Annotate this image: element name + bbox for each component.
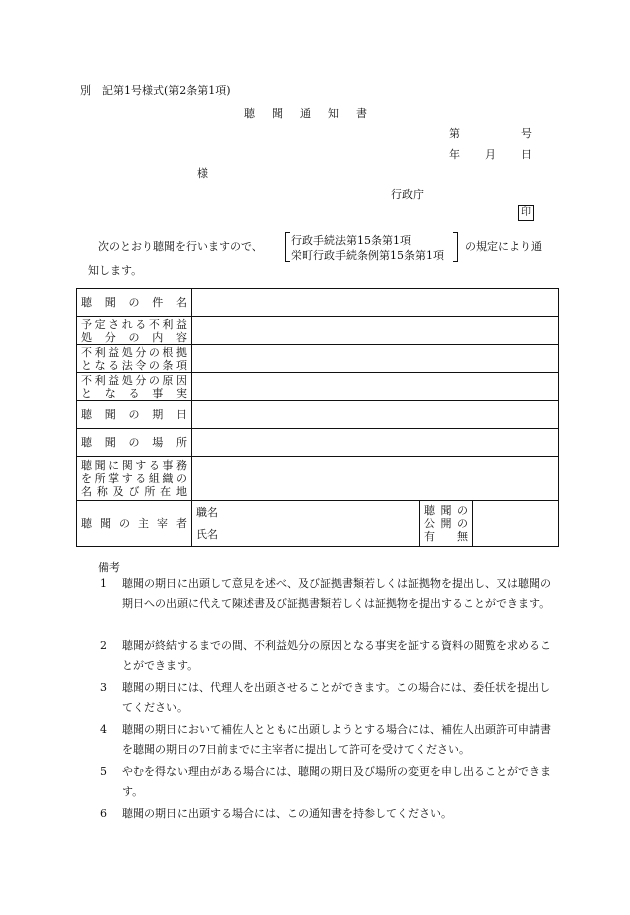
legal-basis-value[interactable] xyxy=(192,345,559,373)
table-row xyxy=(77,429,559,457)
note-number: 1 xyxy=(100,577,107,590)
label-line: 聴 聞 に 関 す る 事 務 xyxy=(81,459,187,472)
label-line: 名 称 及 び 所 在 地 xyxy=(81,485,187,498)
law-option-1: 行政手続法第15条第1項 xyxy=(291,234,411,247)
label-line: 予 定 さ れ る 不 利 益 xyxy=(81,317,187,331)
label-line: を 所 掌 す る 組 織 の xyxy=(81,472,187,485)
note-number: 5 xyxy=(100,765,107,778)
table-row xyxy=(77,457,559,501)
note-text: 聴聞が終結するまでの間、不利益処分の原因となる事実を証する資料の閲覧を求めることができます。 xyxy=(122,639,551,672)
note-text: 聴聞の期日には、代理人を出頭させることができます。この場合には、委任状を提出してください。 xyxy=(122,681,551,714)
date-month: 月 xyxy=(485,148,496,161)
table-row xyxy=(77,373,559,401)
law-bracket xyxy=(285,232,458,262)
hearing-place-value[interactable] xyxy=(192,429,559,457)
table-row xyxy=(77,317,559,345)
law-option-2: 栄町行政手続条例第15条第1項 xyxy=(291,249,444,262)
note-text: 聴聞の期日に出頭して意見を述べ、及び証拠書類若しくは証拠物を提出し、又は聴聞の期日への出頭に代えて陳述書及び証拠書類若しくは証拠物を提出することができます。 xyxy=(122,577,551,610)
document-title: 聴聞通知書 xyxy=(244,107,384,120)
label-line: 不 利 益 処 分 の 原 因 xyxy=(81,373,187,387)
presider-title-label: 職名 xyxy=(196,505,218,519)
date-year: 年 xyxy=(449,148,460,161)
number-prefix: 第 xyxy=(449,127,460,140)
row-label-legal-basis xyxy=(77,345,192,373)
hearing-table xyxy=(76,288,559,547)
label-line: と な る 事 実 xyxy=(81,386,187,400)
date-day: 日 xyxy=(521,148,532,161)
row-label-date xyxy=(77,401,192,429)
label-line: と な る 法 令 の 条 項 xyxy=(81,358,187,372)
table-row xyxy=(77,401,559,429)
row-label-presider xyxy=(77,501,192,547)
addressee-suffix: 様 xyxy=(197,167,208,180)
presider-value[interactable] xyxy=(192,501,420,547)
facts-value[interactable] xyxy=(192,373,559,401)
note-text: やむを得ない理由がある場合には、聴聞の期日及び場所の変更を申し出ることができます。 xyxy=(122,765,551,798)
note-text: 聴聞の期日において補佐人とともに出頭しようとする場合には、補佐人出頭許可申請書を聴聞の期日の7日前までに主宰者に提出して許可を受けてください。 xyxy=(122,723,551,756)
note-item xyxy=(100,804,560,824)
label-line: 聴 聞 の 主 宰 者 xyxy=(81,517,187,530)
note-item xyxy=(100,574,560,614)
seal-mark: 印 xyxy=(518,205,534,221)
note-number: 3 xyxy=(100,681,107,694)
label-line: 聴 聞 の xyxy=(424,504,468,517)
row-label-facts xyxy=(77,373,192,401)
form-header: 別 記第1号様式(第2条第1項) xyxy=(80,84,231,97)
table-row xyxy=(77,289,559,317)
note-text: 聴聞の期日に出頭する場合には、この通知書を持参してください。 xyxy=(122,807,452,820)
public-label xyxy=(420,501,473,547)
label-line: 公 開 の xyxy=(424,517,468,530)
row-label-subject xyxy=(77,289,192,317)
number-suffix: 号 xyxy=(521,127,532,140)
note-item xyxy=(100,636,560,676)
label-line: 聴 聞 の 件 名 xyxy=(81,296,187,309)
note-item xyxy=(100,720,560,760)
note-item xyxy=(100,762,560,802)
intro-continuation: 知します。 xyxy=(88,264,143,277)
label-line: 聴 聞 の 場 所 xyxy=(81,436,187,449)
agency-name: 行政庁 xyxy=(391,188,424,201)
label-line: 処 分 の 内 容 xyxy=(81,330,187,344)
subject-value[interactable] xyxy=(192,289,559,317)
presider-name-label: 氏名 xyxy=(196,527,218,541)
note-number: 6 xyxy=(100,807,107,820)
row-label-place xyxy=(77,429,192,457)
label-line: 聴 聞 の 期 日 xyxy=(81,408,187,421)
row-label-office xyxy=(77,457,192,501)
office-value[interactable] xyxy=(192,457,559,501)
note-item xyxy=(100,678,560,718)
disposition-value[interactable] xyxy=(192,317,559,345)
intro-before: 次のとおり聴聞を行いますので、 xyxy=(98,240,263,253)
note-number: 2 xyxy=(100,639,107,652)
label-line: 有 無 xyxy=(424,530,468,543)
table-row xyxy=(77,501,559,547)
table-row xyxy=(77,345,559,373)
label-line: 不 利 益 処 分 の 根 拠 xyxy=(81,345,187,359)
note-number: 4 xyxy=(100,723,107,736)
intro-after: の規定により通 xyxy=(465,240,542,253)
notes-title: 備考 xyxy=(98,561,120,574)
row-label-disposition xyxy=(77,317,192,345)
hearing-date-value[interactable] xyxy=(192,401,559,429)
public-value[interactable] xyxy=(473,501,559,547)
